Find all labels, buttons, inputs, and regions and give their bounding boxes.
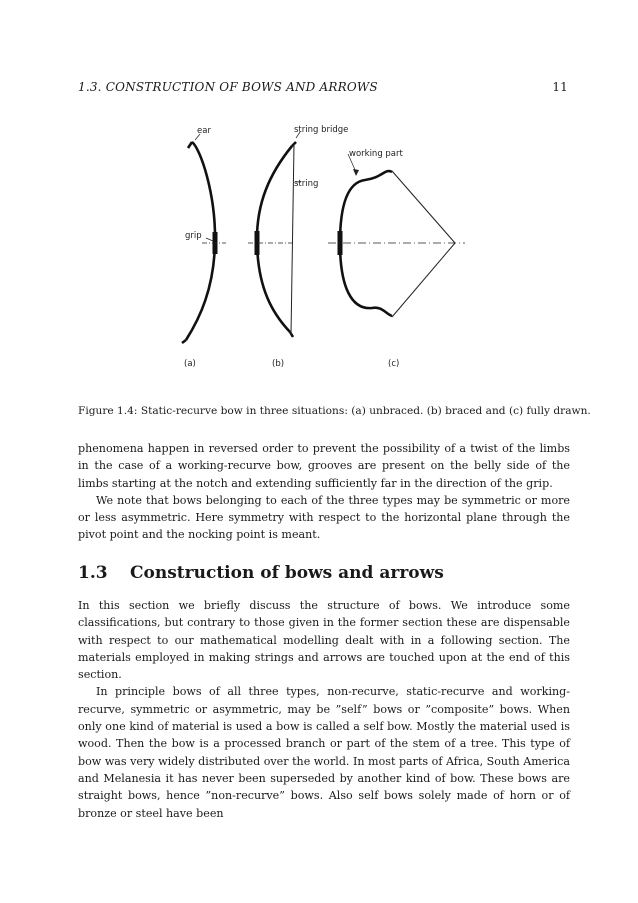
section-number: 1.3: [78, 563, 108, 583]
label-string: string: [294, 179, 319, 189]
label-grip: grip: [185, 231, 202, 241]
label-c: (c): [388, 359, 400, 369]
label-b: (b): [272, 359, 285, 369]
running-title: 1.3. CONSTRUCTION OF BOWS AND ARROWS: [78, 80, 378, 94]
working-part-arrowhead: [353, 169, 359, 176]
paragraph: In this section we briefly discuss the structure of bows. We introduce some classifications, but contrary to those given in the former section these are dispensable with respect to our mathematical modelling dealt with in a following section. The materials employed in making strings and arrows are touched upon at the end of this section.: [78, 599, 570, 682]
body-text-before: [78, 440, 570, 544]
bow-figure: [160, 118, 490, 380]
bow-diagram: [160, 118, 490, 380]
bow-c-string-bottom: [392, 243, 455, 317]
bow-a-ear-top: [188, 142, 192, 148]
bow-a-ear-bottom: [182, 340, 186, 343]
label-string-bridge: string bridge: [294, 125, 349, 135]
label-a: (a): [184, 359, 196, 369]
bow-c-limbs: [340, 171, 392, 316]
page-number: 11: [552, 80, 568, 94]
grip-pointer: [206, 238, 213, 241]
section-title: Construction of bows and arrows: [130, 563, 444, 583]
label-ear: ear: [197, 126, 211, 136]
bow-c-string-top: [392, 171, 455, 243]
paragraph: phenomena happen in reversed order to prevent the possibility of a twist of the limbs in the case of a working-recurve bow, grooves are present on the belly side of the limbs starting at the notch and extending sufficiently far in the direction of the grip.: [78, 442, 570, 490]
figure-caption: Figure 1.4: Static-recurve bow in three situations: (a) unbraced. (b) braced and (c) fully drawn.: [78, 405, 591, 417]
running-header: [78, 80, 568, 94]
body-text-after: [78, 597, 570, 822]
label-working-part: working part: [349, 149, 403, 159]
bow-b-limbs: [257, 146, 292, 332]
paragraph: We note that bows belonging to each of the three types may be symmetric or more or less asymmetric. Here symmetry with respect to the horizontal plane through the pivot point and the nocking point is meant.: [78, 493, 570, 542]
paragraph: In principle bows of all three types, non-recurve, static-recurve and working-recurve, symmetric or asymmetric, may be ”self” bows or ”composite” bows. When only one kind of material is used a bow is called a self bow. Mostly the material used is wood. Then the bow is a processed branch or part of the stem of a tree. This type of bow was very widely distributed over the world. In most parts of Africa, South America and Melanesia it has never been superseded by another kind of bow. These bows are straight bows, hence ”non-recurve” bows. Also self bows solely made of horn or of bronze or steel have been: [78, 685, 570, 820]
bow-a-limbs: [186, 142, 215, 340]
section-heading: [78, 563, 568, 583]
bow-b-string: [291, 144, 294, 335]
